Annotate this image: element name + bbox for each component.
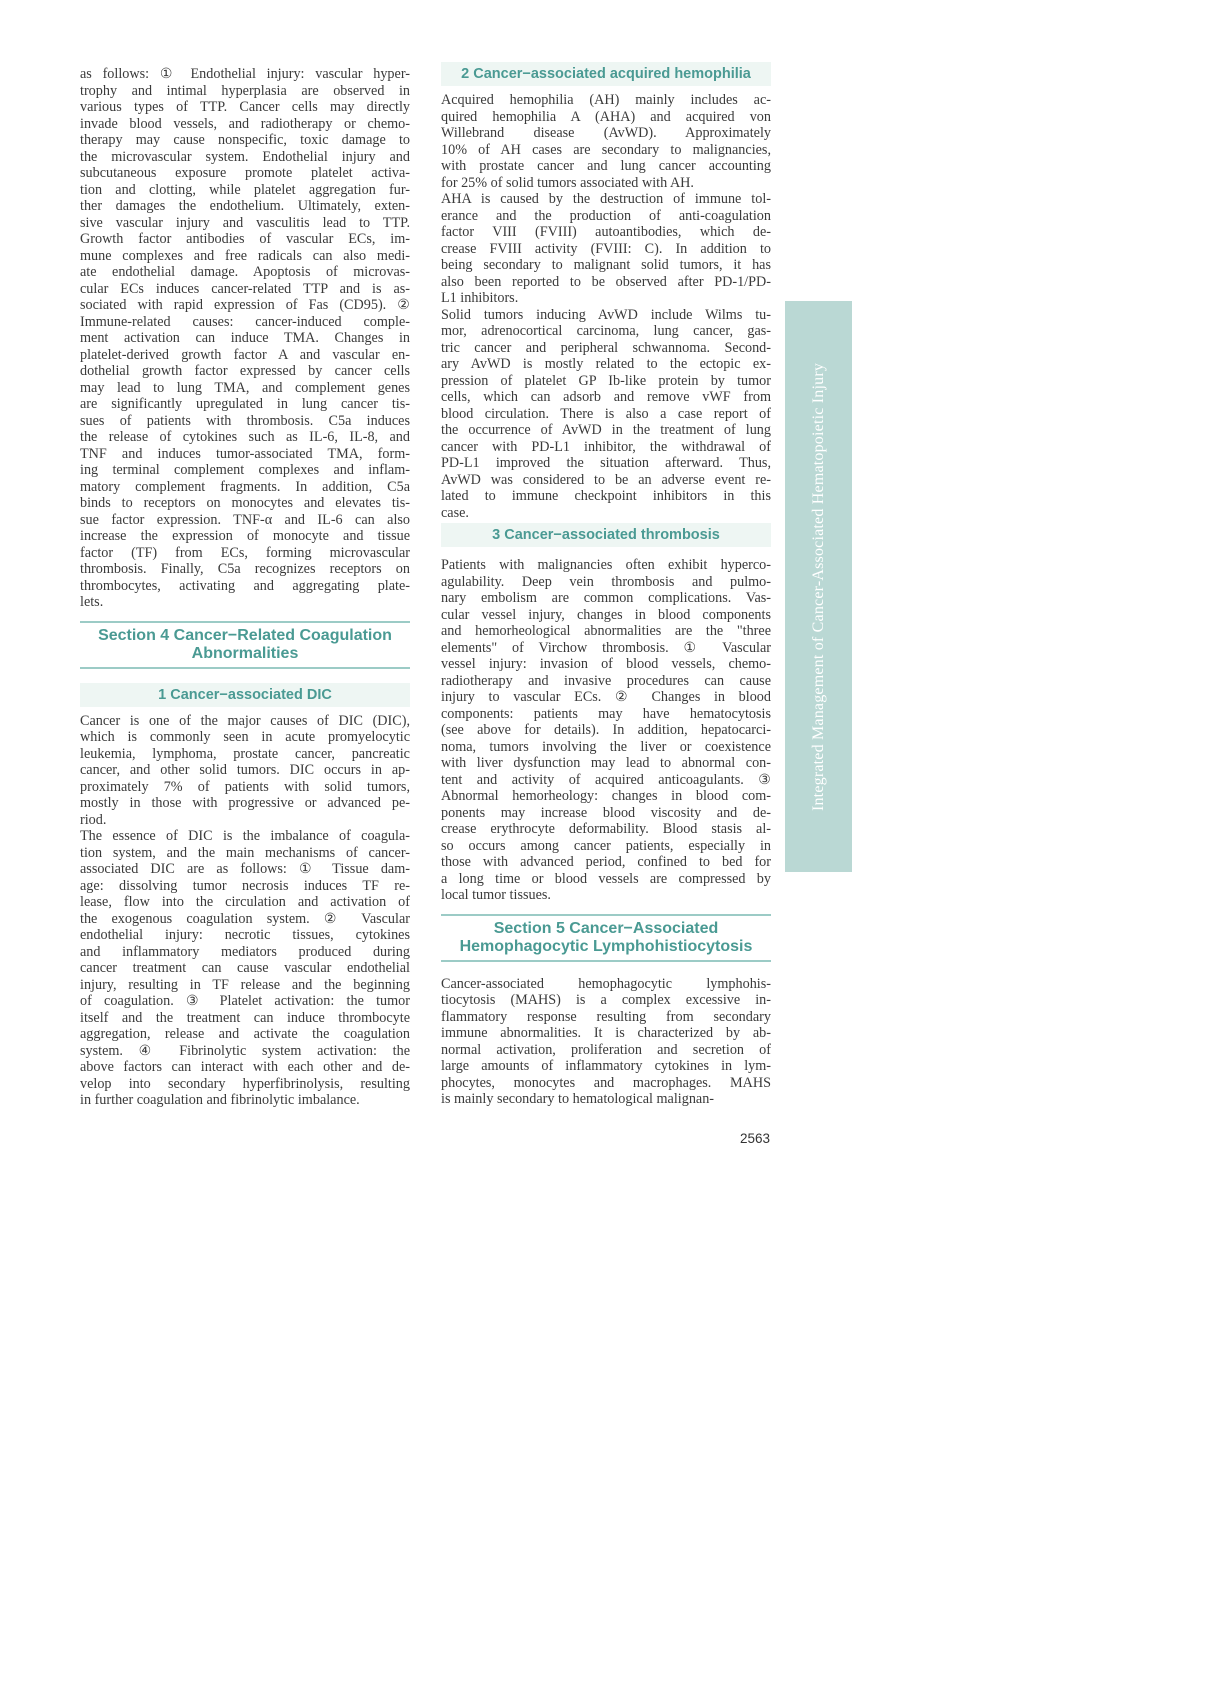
text-line: Solid tumors inducing AvWD include Wilms tu- <box>441 306 771 323</box>
text-line: the release of cytokines such as IL-6, IL-8, and <box>80 429 410 445</box>
text-line: trophy and intimal hyperplasia are observed in <box>80 82 410 99</box>
text-line: erance and the production of anti-coagulation <box>441 207 771 224</box>
text-line: dothelial growth factor expressed by cancer cells <box>80 363 410 379</box>
text-line: factor VIII (FVIII) autoantibodies, which de- <box>441 224 771 240</box>
text-line: ponents may increase blood viscosity and de- <box>441 804 771 821</box>
text-line: ary AvWD is mostly related to the ectopic ex- <box>441 356 771 372</box>
heading-line: Hemophagocytic Lymphohistiocytosis <box>459 937 753 955</box>
paragraph <box>441 976 771 1108</box>
text-line: also been reported to be observed after PD-1/PD- <box>441 273 771 290</box>
text-line: L1 inhibitors. <box>441 290 519 306</box>
text-line: for 25% of solid tumors associated with AH. <box>441 174 694 191</box>
paragraph <box>80 713 410 829</box>
text-line: as follows: ① Endothelial injury: vascular hyper- <box>80 66 410 82</box>
section-5-heading <box>441 914 771 962</box>
text-line: is mainly secondary to hematological malignan- <box>441 1091 715 1107</box>
text-line: nary embolism are common complications. Vas- <box>441 590 771 606</box>
text-line: PD-L1 improved the situation afterward. Thus, <box>441 455 771 471</box>
text-line: crease FVIII activity (FVIII: C). In addition to <box>441 240 771 257</box>
text-line: mor, adrenocortical carcinoma, lung cancer, gas- <box>441 323 771 339</box>
subsection-heading-thrombosis: 3 Cancer−associated thrombosis <box>441 523 771 547</box>
paragraph <box>441 307 771 522</box>
text-line: AHA is caused by the destruction of immune tol- <box>441 191 771 207</box>
text-line: immune abnormalities. It is characterized by ab- <box>441 1025 771 1041</box>
text-line: various types of TTP. Cancer cells may directly <box>80 99 410 115</box>
text-line: binds to receptors on monocytes and elevates tis- <box>80 495 410 511</box>
text-line: subcutaneous exposure promote platelet activa- <box>80 165 410 181</box>
text-line: the occurrence of AvWD in the treatment of lung <box>441 422 771 438</box>
text-line: above factors can interact with each other and de- <box>80 1059 410 1075</box>
text-line: sue factor expression. TNF-α and IL-6 can also <box>80 511 410 528</box>
text-line: Abnormal hemorheology: changes in blood com- <box>441 788 771 804</box>
text-line: associated DIC are as follows: ① Tissue dam- <box>80 861 410 877</box>
left-column <box>80 66 410 1109</box>
text-line: with liver dysfunction may lead to abnormal con- <box>441 755 771 771</box>
text-line: case. <box>441 504 469 521</box>
text-line: mune complexes and free radicals can also medi- <box>80 247 410 264</box>
text-line: TNF and induces tumor-associated TMA, form- <box>80 445 410 462</box>
text-line: the exogenous coagulation system. ② Vascular <box>80 910 410 927</box>
text-line: tion system, and the main mechanisms of cancer- <box>80 844 410 861</box>
text-line: components: patients may have hematocytosis <box>441 705 771 722</box>
text-line: vessel injury: invasion of blood vessels, chemo- <box>441 656 771 672</box>
text-line: tion and clotting, while platelet aggregation fur- <box>80 181 410 198</box>
text-line: the microvascular system. Endothelial injury and <box>80 148 410 165</box>
text-line: cular ECs induces cancer-related TTP and is as- <box>80 280 410 297</box>
text-line: being secondary to malignant solid tumors, it has <box>441 257 771 273</box>
text-line: cells, which can adsorb and remove vWF from <box>441 389 771 405</box>
paragraph <box>80 828 410 1109</box>
text-line: AvWD was considered to be an adverse event re- <box>441 471 771 488</box>
text-line: 10% of AH cases are secondary to malignancies, <box>441 141 771 158</box>
text-line: large amounts of inflammatory cytokines in lym- <box>441 1058 771 1074</box>
text-line: Patients with malignancies often exhibit hyperco- <box>441 557 771 573</box>
text-line: ment activation can induce TMA. Changes in <box>80 330 410 346</box>
text-line: sive vascular injury and vasculitis lead to TTP. <box>80 214 410 231</box>
text-line: sociated with rapid expression of Fas (CD95). ② <box>80 297 410 313</box>
text-line: phocytes, monocytes and macrophages. MAHS <box>441 1074 771 1091</box>
paragraph <box>441 191 771 307</box>
page-number: 2563 <box>739 1131 770 1146</box>
right-column <box>441 62 771 1108</box>
text-line: ate endothelial damage. Apoptosis of microvas- <box>80 264 410 280</box>
heading-line: Section 5 Cancer−Associated <box>493 919 719 937</box>
text-line: may lead to lung TMA, and complement genes <box>80 379 410 396</box>
text-line: in further coagulation and fibrinolytic imbalance. <box>80 1092 360 1108</box>
heading-line: Section 4 Cancer−Related Coagulation <box>98 626 392 644</box>
subsection-heading-hemophilia: 2 Cancer−associated acquired hemophilia <box>441 62 771 86</box>
heading-line: Abnormalities <box>191 644 299 662</box>
text-line: and hemorheological abnormalities are the "three <box>441 623 771 639</box>
text-line: thrombocytes, activating and aggregating plate- <box>80 577 410 594</box>
side-tab-label: Integrated Management of Cancer-Associated Hematopoietic Injury <box>809 362 827 811</box>
text-line: cancer, and other solid tumors. DIC occurs in ap- <box>80 762 410 778</box>
text-line: invade blood vessels, and radiotherapy or chemo- <box>80 115 410 132</box>
text-line: Cancer is one of the major causes of DIC (DIC), <box>80 712 410 729</box>
text-line: normal activation, proliferation and secretion of <box>441 1041 771 1058</box>
text-line: therapy may cause nonspecific, toxic damage to <box>80 132 410 148</box>
text-line: system. ④ Fibrinolytic system activation: the <box>80 1042 410 1059</box>
subsection-heading-dic: 1 Cancer−associated DIC <box>80 683 410 707</box>
text-line: injury, resulting in TF release and the beginning <box>80 976 410 993</box>
text-line: Growth factor antibodies of vascular ECs, im- <box>80 231 410 247</box>
text-line: elements" of Virchow thrombosis. ① Vascular <box>441 639 771 656</box>
text-line: are significantly upregulated in lung cancer tis- <box>80 396 410 412</box>
text-line: a long time or blood vessels are compressed by <box>441 870 771 887</box>
text-line: matory complement fragments. In addition, C5a <box>80 478 410 495</box>
text-line: endothelial injury: necrotic tissues, cytokines <box>80 927 410 943</box>
text-line: lets. <box>80 594 104 610</box>
text-line: with prostate cancer and lung cancer accounting <box>441 158 771 174</box>
text-line: injury to vascular ECs. ② Changes in blood <box>441 689 771 705</box>
text-line: leukemia, lymphoma, prostate cancer, pancreatic <box>80 745 410 762</box>
text-line: tiocytosis (MAHS) is a complex excessive in- <box>441 992 771 1008</box>
text-line: Acquired hemophilia (AH) mainly includes ac- <box>441 92 771 108</box>
text-line: tent and activity of acquired anticoagulants. ③ <box>441 771 771 788</box>
text-line: aggregation, release and activate the coagulation <box>80 1026 410 1042</box>
text-line: cular vessel injury, changes in blood components <box>441 606 771 623</box>
text-line: radiotherapy and invasive procedures can cause <box>441 672 771 689</box>
text-line: blood circulation. There is also a case report of <box>441 405 771 422</box>
side-tab <box>785 301 852 872</box>
text-line: noma, tumors involving the liver or coexistence <box>441 738 771 755</box>
paragraph <box>80 66 410 611</box>
paragraph <box>441 92 771 191</box>
text-line: platelet-derived growth factor A and vascular en- <box>80 346 410 363</box>
section-4-heading <box>80 621 410 669</box>
text-line: pression of platelet GP Ib-like protein by tumor <box>441 372 771 389</box>
text-line: increase the expression of monocyte and tissue <box>80 528 410 544</box>
text-line: of coagulation. ③ Platelet activation: the tumor <box>80 993 410 1009</box>
text-line: factor (TF) from ECs, forming microvascular <box>80 544 410 561</box>
text-line: which is commonly seen in acute promyelocytic <box>80 729 410 745</box>
text-line: those with advanced period, confined to bed for <box>441 854 771 870</box>
text-line: flammatory response resulting from secondary <box>441 1008 771 1025</box>
text-line: crease erythrocyte deformability. Blood stasis al- <box>441 821 771 837</box>
text-line: agulability. Deep vein thrombosis and pulmo- <box>441 573 771 590</box>
text-line: lated to immune checkpoint inhibitors in this <box>441 488 771 504</box>
text-line: quired hemophilia A (AHA) and acquired von <box>441 108 771 125</box>
text-line: age: dissolving tumor necrosis induces TF re- <box>80 877 410 894</box>
text-line: velop into secondary hyperfibrinolysis, resulting <box>80 1075 410 1092</box>
text-line: Immune-related causes: cancer-induced comple- <box>80 313 410 330</box>
text-line: proximately 7% of patients with solid tumors, <box>80 778 410 795</box>
text-line: mostly in those with progressive or advanced pe- <box>80 795 410 811</box>
text-line: (see above for details). In addition, hepatocarci- <box>441 722 771 738</box>
text-line: riod. <box>80 811 107 828</box>
text-line: lease, flow into the circulation and activation of <box>80 894 410 910</box>
text-line: Cancer-associated hemophagocytic lymphohis- <box>441 975 771 992</box>
text-line: cancer treatment can cause vascular endothelial <box>80 960 410 976</box>
text-line: ther damages the endothelium. Ultimately, exten- <box>80 198 410 214</box>
text-line: ing terminal complement complexes and inflam- <box>80 462 410 478</box>
text-line: tric cancer and peripheral schwannoma. Second- <box>441 339 771 356</box>
text-line: itself and the treatment can induce thrombocyte <box>80 1009 410 1026</box>
text-line: Willebrand disease (AvWD). Approximately <box>441 125 771 141</box>
text-line: thrombosis. Finally, C5a recognizes receptors on <box>80 561 410 577</box>
text-line: The essence of DIC is the imbalance of coagula- <box>80 828 410 844</box>
text-line: so occurs among cancer patients, especially in <box>441 837 771 854</box>
text-line: sues of patients with thrombosis. C5a induces <box>80 412 410 429</box>
paragraph <box>441 557 771 904</box>
text-line: local tumor tissues. <box>441 887 551 903</box>
text-line: cancer with PD-L1 inhibitor, the withdrawal of <box>441 438 771 455</box>
text-line: and inflammatory mediators produced during <box>80 943 410 960</box>
